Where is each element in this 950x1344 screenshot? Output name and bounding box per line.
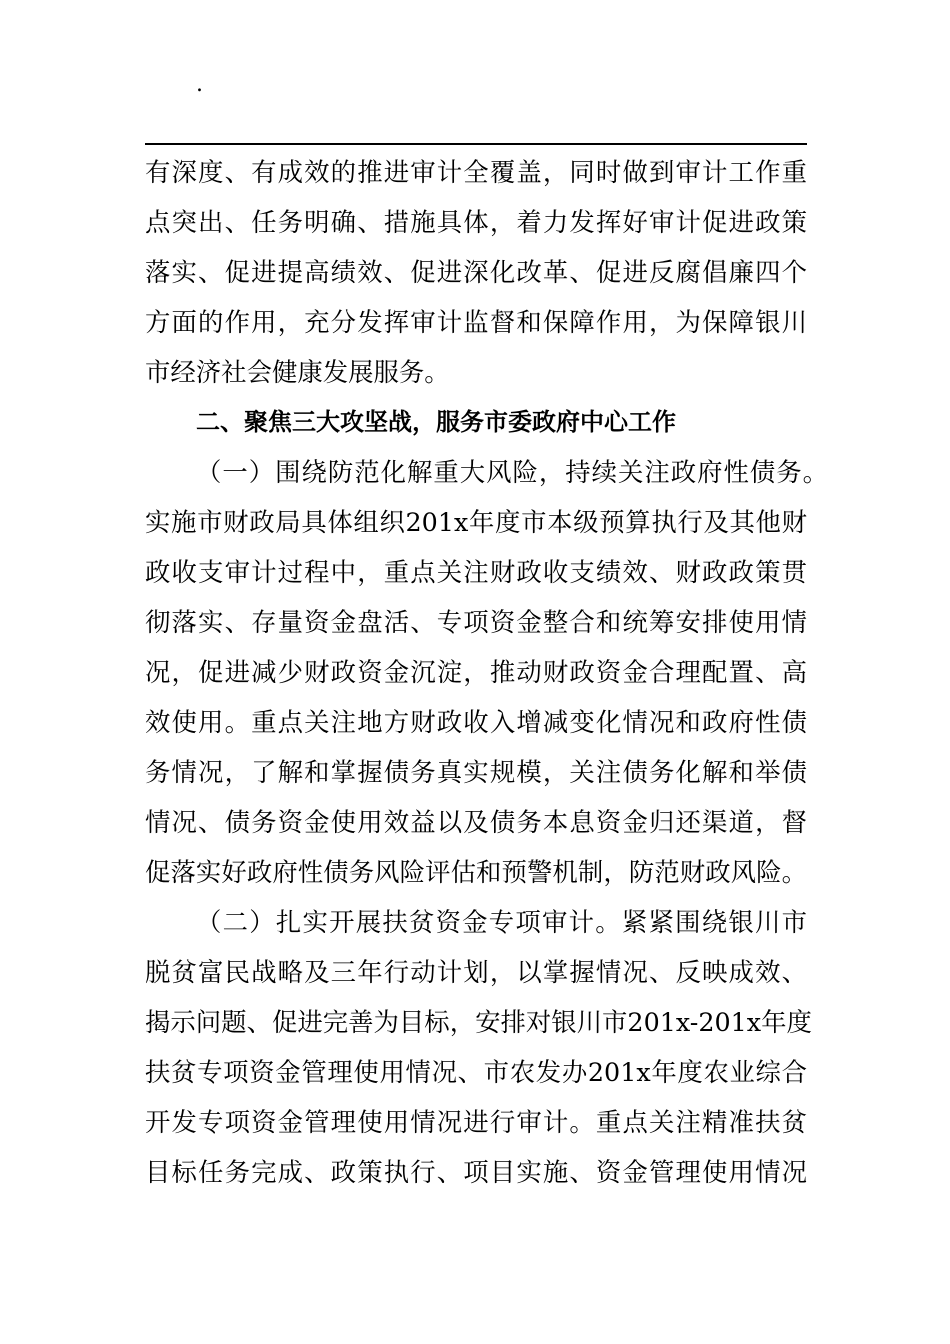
body-line-12: 效使用。重点关注地方财政收入增减变化情况和政府性债: [145, 707, 807, 737]
body-line-9: 政收支审计过程中，重点关注财政收支绩效、财政政策贯: [145, 557, 807, 587]
body-line-17: 脱贫富民战略及三年行动计划，以掌握情况、反映成效、: [145, 957, 807, 987]
subsection-1-title: （一）围绕防范化解重大风险，持续关注政府性债务。: [196, 457, 828, 487]
header-mark: .: [196, 72, 203, 97]
subsection-2-title: （二）扎实开展扶贫资金专项审计。紧紧围绕银川市: [196, 907, 807, 937]
body-line-13: 务情况，了解和掌握债务真实规模，关注债务化解和举债: [145, 757, 807, 787]
body-line-20: 开发专项资金管理使用情况进行审计。重点关注精准扶贫: [145, 1107, 807, 1137]
body-line-15: 促落实好政府性债务风险评估和预警机制，防范财政风险。: [145, 857, 807, 887]
body-line-3: 落实、促进提高绩效、促进深化改革、促进反腐倡廉四个: [145, 257, 807, 287]
body-line-2: 点突出、任务明确、措施具体，着力发挥好审计促进政策: [145, 207, 807, 237]
body-line-8: 实施市财政局具体组织201x年度市本级预算执行及其他财: [145, 507, 807, 537]
body-line-11: 况，促进减少财政资金沉淀，推动财政资金合理配置、高: [145, 657, 807, 687]
section-heading: 二、聚焦三大攻坚战，服务市委政府中心工作: [196, 408, 676, 436]
body-line-19: 扶贫专项资金管理使用情况、市农发办201x年度农业综合: [145, 1057, 807, 1087]
body-line-21: 目标任务完成、政策执行、项目实施、资金管理使用情况: [145, 1157, 807, 1187]
body-line-5: 市经济社会健康发展服务。: [145, 357, 450, 387]
body-line-1: 有深度、有成效的推进审计全覆盖，同时做到审计工作重: [145, 157, 807, 187]
header-rule: [145, 143, 807, 145]
body-line-14: 情况、债务资金使用效益以及债务本息资金归还渠道，督: [145, 807, 807, 837]
body-line-4: 方面的作用，充分发挥审计监督和保障作用，为保障银川: [145, 307, 807, 337]
body-line-10: 彻落实、存量资金盘活、专项资金整合和统筹安排使用情: [145, 607, 807, 637]
body-line-18: 揭示问题、促进完善为目标，安排对银川市201x-201x年度: [145, 1007, 812, 1037]
